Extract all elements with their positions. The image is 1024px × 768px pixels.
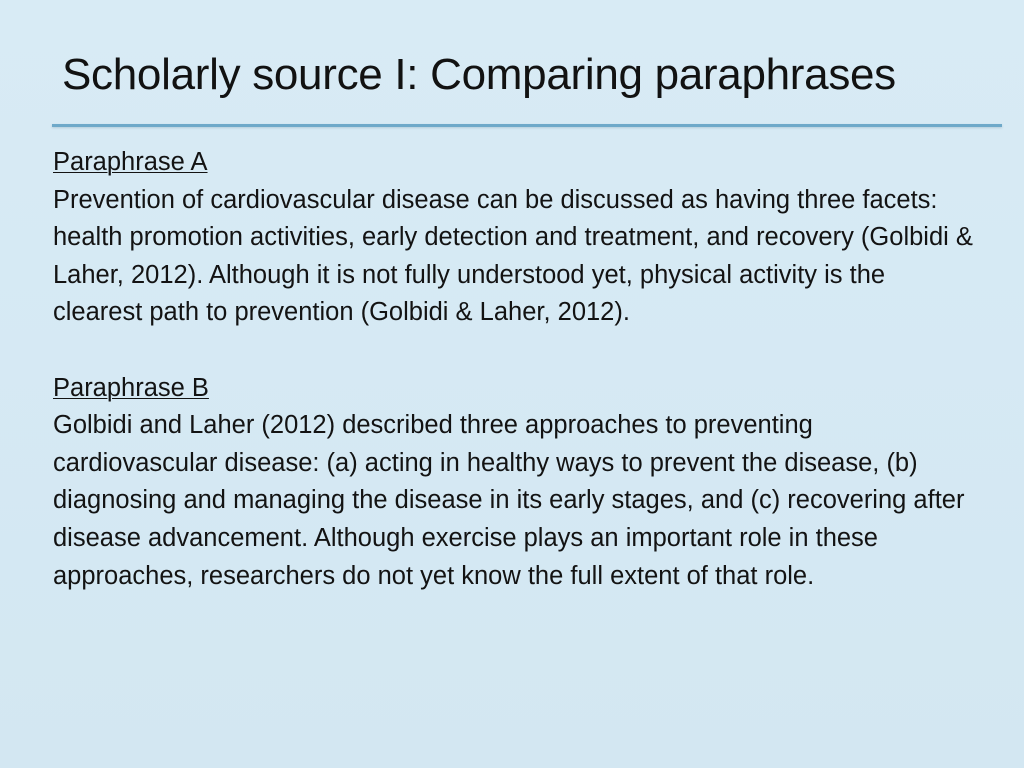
paraphrase-b-block [53, 370, 973, 596]
paraphrase-a-heading: Paraphrase A [53, 148, 208, 176]
paraphrase-b-heading: Paraphrase B [53, 373, 209, 402]
paraphrase-a-text: Prevention of cardiovascular disease can be discussed as having three facets: health promotion activities, early detection and treatment, and recovery (Golbidi & Laher, 2012). Although it is not fully understood yet, physical activity is the clearest path to prevention (Golbidi & Laher, 2012). [53, 185, 973, 327]
paraphrase-b-text: Golbidi and Laher (2012) described three approaches to preventing cardiovascular disease: (a) acting in healthy ways to prevent the disease, (b) diagnosing and managing the disease in its early stages, and (c) recovering after disease advancement. Although exercise plays an important role in these approaches, researchers do not yet know the full extent of that role. [53, 411, 965, 590]
slide-content [53, 144, 973, 595]
paraphrase-a-block [53, 144, 973, 332]
slide-title: Scholarly source I: Comparing paraphrases [62, 50, 896, 99]
title-divider [52, 124, 1002, 127]
